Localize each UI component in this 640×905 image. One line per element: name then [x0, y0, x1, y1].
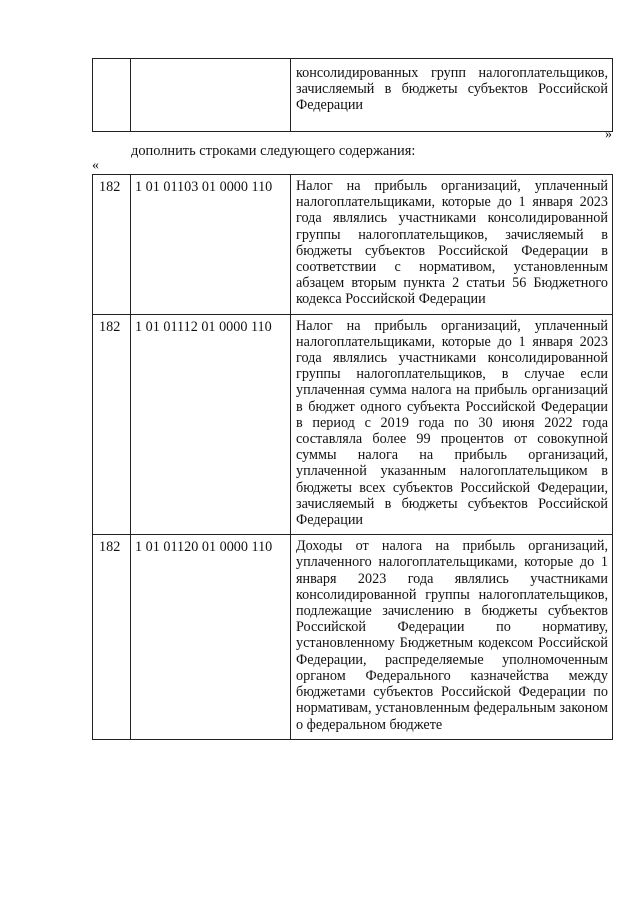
closing-quote: » — [605, 127, 612, 142]
kbk-cell: 1 01 01103 01 0000 110 — [131, 175, 291, 315]
kbk-cell: 1 01 01112 01 0000 110 — [131, 314, 291, 535]
description-cell: консолидированных групп налогоплательщиков, зачисляемый в бюджеты субъектов Российской Федерации — [291, 59, 613, 132]
admin-code-cell — [93, 59, 131, 132]
continued-table-fragment — [92, 58, 613, 132]
table-row — [93, 175, 613, 315]
description-cell: Налог на прибыль организаций, уплаченный налогоплательщиками, которые до 1 января 2023 года являлись участниками консолидированной группы налогоплательщиков, в случае если уплаченная сумма налога на прибыль организаций в бюджет одного субъекта Российской Федерации в период с 2019 года по 30 июня 2022 года составляла более 99 процентов от совокупной суммы налога на прибыль организаций, уплаченной указанным налогоплательщиком в бюджеты всех субъектов Российской Федерации, зачисляемый в бюджеты субъектов Российской Федерации — [291, 314, 613, 535]
table-row — [93, 314, 613, 535]
description-cell: Доходы от налога на прибыль организаций, уплаченного налогоплательщиками, которые до 1 января 2023 года являлись участниками консолидированной группы налогоплательщиков, подлежащие зачислению в бюджеты субъектов Российской Федерации по нормативу, установленному Бюджетным кодексом Российской Федерации, распределяемые уполномоченным органом Федерального казначейства между бюджетами субъектов Российской Федерации по нормативам, установленным федеральным законом о федеральном бюджете — [291, 535, 613, 739]
description-cell: Налог на прибыль организаций, уплаченный налогоплательщиками, которые до 1 января 2023 года являлись участниками консолидированной группы налогоплательщиков, зачисляемый в бюджеты субъектов Российской Федерации в соответствии с нормативом, установленным абзацем вторым пункта 2 статьи 56 Бюджетного кодекса Российской Федерации — [291, 175, 613, 315]
kbk-cell: 1 01 01120 01 0000 110 — [131, 535, 291, 739]
admin-code-cell: 182 — [93, 535, 131, 739]
admin-code-cell: 182 — [93, 314, 131, 535]
table-row — [93, 535, 613, 739]
table-row — [93, 59, 613, 132]
budget-codes-table — [92, 174, 613, 740]
admin-code-cell: 182 — [93, 175, 131, 315]
opening-quote: « — [92, 158, 99, 173]
intro-text: дополнить строками следующего содержания: — [131, 143, 416, 159]
kbk-cell — [131, 59, 291, 132]
